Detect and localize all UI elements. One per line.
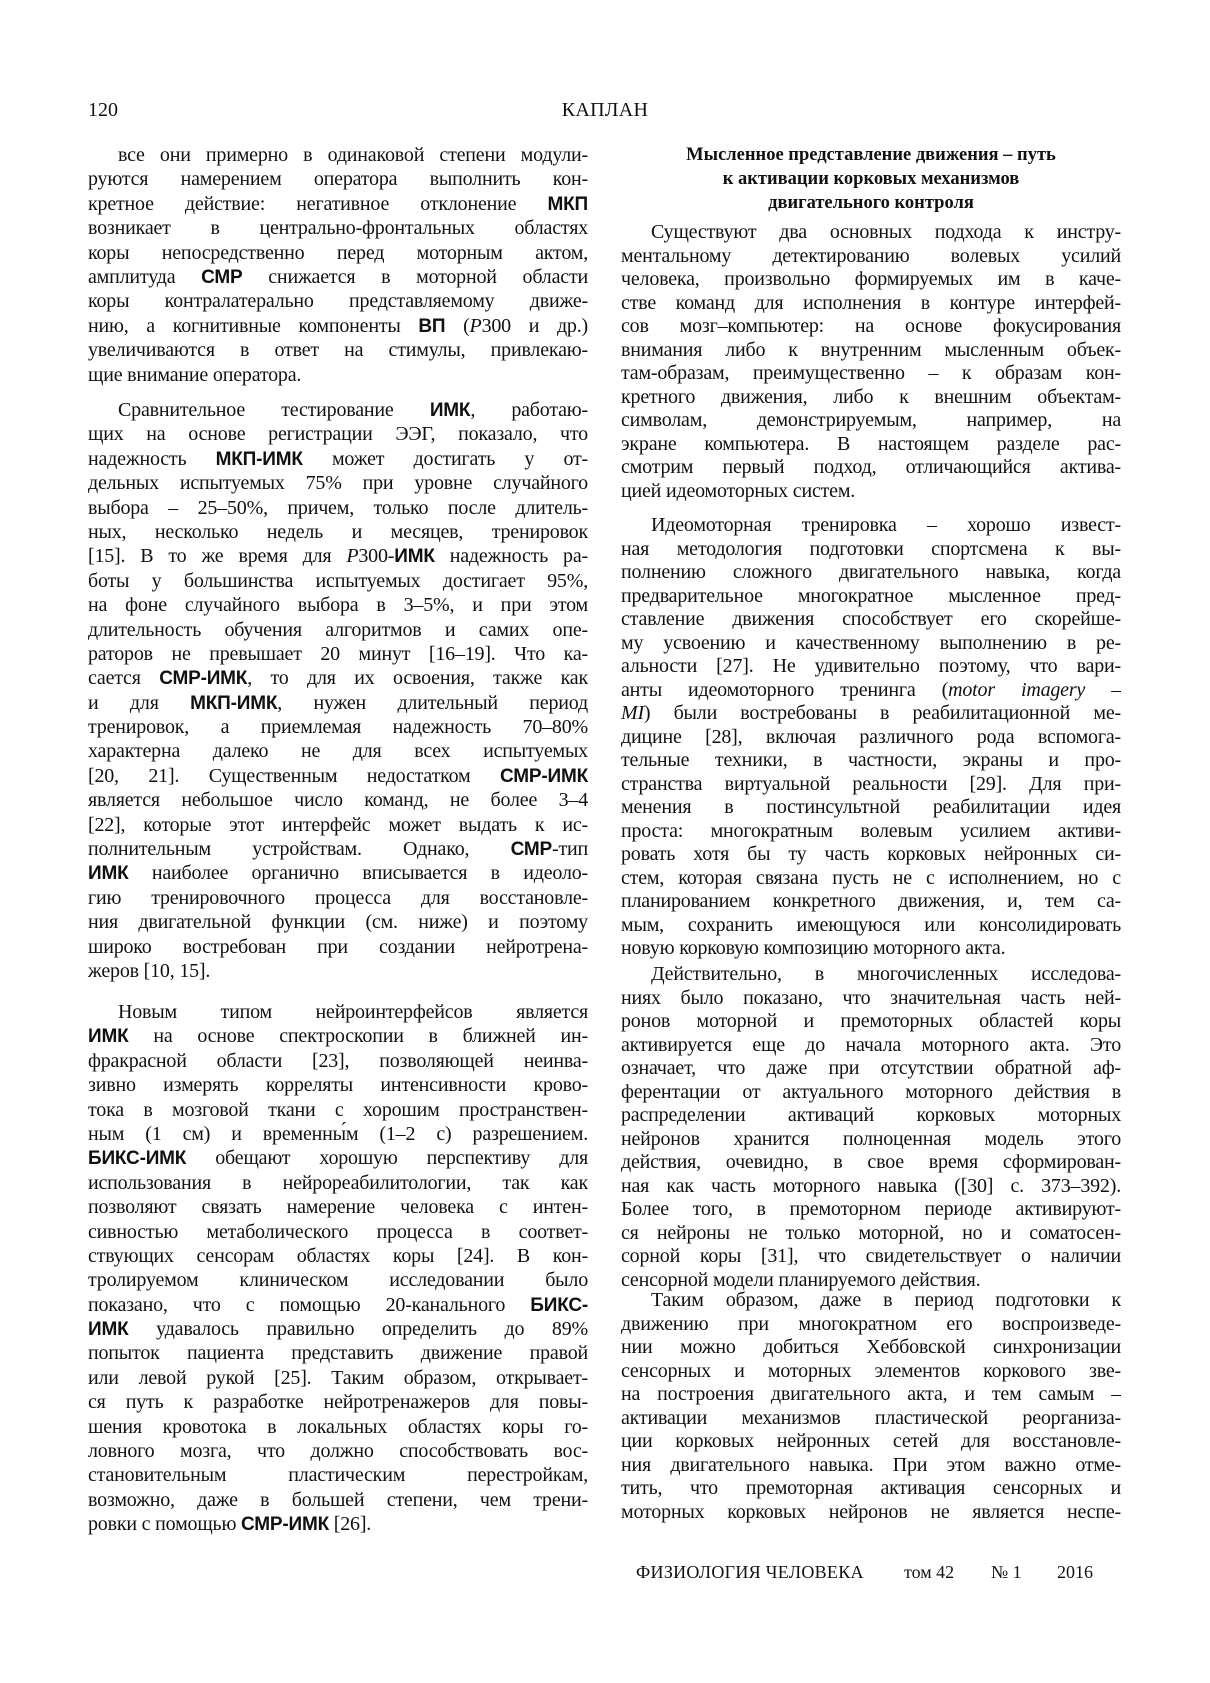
text-segment: щих на основе регистрации ЭЭГ, показало, что: [88, 423, 588, 446]
text-line: [621, 221, 1121, 245]
text-line: [621, 1289, 1121, 1313]
text-segment: нию, а когнитивные компоненты: [88, 314, 419, 337]
text-segment: руются намерением оператора выполнить кон-: [88, 168, 588, 191]
text-segment: боты у большинства испытуемых достигает 95%,: [88, 569, 588, 592]
text-line: [88, 1000, 588, 1024]
text-segment: (: [445, 314, 470, 337]
text-segment: Сравнительное тестирование: [118, 399, 430, 421]
bold-term: ИМК: [429, 400, 471, 421]
text-segment: новую корковую композицию моторного акта.: [621, 937, 1006, 959]
text-line: [88, 764, 588, 788]
text-line: [621, 514, 1121, 538]
text-line: [621, 726, 1121, 750]
paragraph: [88, 398, 588, 983]
text-segment: ся путь к разработке нейротренажеров для повы-: [88, 1391, 588, 1414]
text-segment: ции корковых нейронных сетей для восстановле-: [621, 1430, 1121, 1452]
section-heading-line: Мысленное представление движения – путь: [686, 145, 1056, 165]
text-line: [621, 561, 1121, 585]
text-line: [88, 959, 588, 983]
journal-issue: № 1: [991, 1562, 1022, 1582]
text-line: [88, 167, 588, 191]
text-segment: предварительное многократное мысленное пред-: [621, 584, 1121, 607]
text-segment: наиболее органично вписывается в идеоло-: [128, 862, 588, 885]
text-segment: планированием конкретного движения, и, тем са-: [621, 890, 1121, 912]
text-segment: дицине [28], включая различного рода вспомога-: [621, 725, 1121, 748]
text-segment: или левой рукой [25]. Таким образом, открывает-: [88, 1366, 588, 1389]
bold-term: ИМК: [394, 546, 435, 568]
text-line: [621, 890, 1121, 914]
italic-term: motor imagery: [948, 678, 1086, 701]
bold-term: ИМК: [88, 1319, 129, 1341]
text-line: [88, 1195, 588, 1219]
bold-term: СМР-ИМК: [240, 1514, 329, 1536]
text-line: [621, 843, 1121, 867]
text-segment: нии можно добиться Хеббовской синхронизации: [621, 1336, 1121, 1358]
text-segment: ным (1 см) и временны́м (1–2 с) разрешением.: [88, 1122, 588, 1145]
text-segment: возможно, даже в большей степени, чем трени-: [88, 1488, 588, 1511]
text-line: [621, 796, 1121, 820]
bold-term: ВП: [418, 315, 446, 337]
text-line: [621, 749, 1121, 773]
text-segment: попыток пациента представить движение правой: [88, 1342, 588, 1365]
text-line: [88, 216, 588, 240]
text-segment: ся нейроны не только моторной, но и соматосен-: [621, 1221, 1121, 1244]
text-line: [621, 1081, 1121, 1105]
text-segment: смотрим первый подход, отличающийся актива-: [621, 456, 1121, 478]
text-segment: ставление движения способствует его скорейше-: [621, 608, 1121, 630]
text-segment: странства виртуальной реальности [29]. Для при-: [621, 772, 1121, 795]
text-segment: [26].: [328, 1513, 372, 1536]
text-line: [621, 1104, 1121, 1128]
text-segment: [22], которые этот интерфейс может выдать к ис-: [88, 813, 588, 836]
text-line: [88, 593, 588, 617]
journal-year: 2016: [1057, 1562, 1093, 1582]
text-line: [621, 1151, 1121, 1175]
text-line: [621, 585, 1121, 609]
text-line: [88, 241, 588, 265]
text-segment: , нужен длительный период: [277, 691, 588, 714]
text-segment: ферентации от актуального моторного действия в: [621, 1080, 1121, 1103]
text-segment: –: [1085, 678, 1121, 701]
text-line: [88, 544, 588, 568]
text-segment: амплитуда: [88, 265, 202, 288]
text-segment: длительность обучения алгоритмов и самих опе-: [88, 618, 588, 641]
text-segment: сивностью метаболического процесса в соответ-: [88, 1220, 588, 1243]
bold-term: ИМК: [88, 863, 129, 885]
text-segment: означает, что даже при отсутствии обратной аф-: [621, 1057, 1121, 1079]
text-line: [88, 739, 588, 763]
text-line: [88, 666, 588, 690]
text-line: [88, 618, 588, 642]
text-line: [621, 987, 1121, 1011]
text-line: [88, 569, 588, 593]
text-segment: надежность: [88, 447, 216, 470]
text-line: [88, 642, 588, 666]
text-line: [88, 935, 588, 959]
text-line: [621, 867, 1121, 891]
text-segment: ) были востребованы в реабилитационной ме-: [643, 702, 1121, 724]
text-segment: цией идеомоторных систем.: [621, 479, 856, 502]
italic-term: P: [346, 545, 359, 568]
text-line: [621, 1383, 1121, 1407]
text-segment: человека, произвольно формируемых им в каче-: [621, 268, 1121, 290]
bold-term: ИМК: [88, 1026, 129, 1048]
text-segment: действия, очевидно, в свое время сформирован-: [621, 1151, 1121, 1173]
text-line: [88, 338, 588, 362]
text-line: [88, 496, 588, 520]
text-line: [88, 1463, 588, 1487]
text-line: [88, 910, 588, 934]
text-segment: зивно измерять корреляты интенсивности крово-: [88, 1074, 588, 1097]
text-segment: ментальному детектированию волевых усилий: [621, 244, 1121, 267]
text-segment: Идеомоторная тренировка – хорошо извест-: [651, 514, 1121, 536]
text-line: [88, 1341, 588, 1365]
text-segment: Действительно, в многочисленных исследова-: [651, 963, 1121, 985]
text-line: [621, 1222, 1121, 1246]
text-segment: ная как часть моторного навыка ([30] с. 373–392).: [621, 1174, 1121, 1197]
text-segment: менения в постинсультной реабилитации идея: [621, 796, 1121, 818]
text-segment: символам, демонстрируемым, например, на: [621, 409, 1121, 431]
text-line: [88, 1390, 588, 1414]
text-segment: движению при многократном его воспроизведе-: [621, 1312, 1121, 1335]
text-segment: ных, несколько недель и месяцев, тренировок: [88, 520, 588, 543]
text-segment: характерна далеко не для всех испытуемых: [88, 740, 588, 763]
text-segment: сенсорных и моторных элементов коркового зве-: [621, 1359, 1121, 1382]
text-line: [621, 339, 1121, 363]
text-segment: все они примерно в одинаковой степени модули-: [118, 144, 588, 166]
text-line: [88, 813, 588, 837]
text-segment: Более того, в премоторном периоде активируют-: [621, 1198, 1121, 1220]
text-line: [621, 362, 1121, 386]
text-segment: может достигать у от-: [302, 447, 588, 470]
text-segment: показано, что с помощью 20-канального: [88, 1293, 531, 1316]
text-segment: сорной коры [31], что свидетельствует о наличии: [621, 1245, 1121, 1267]
text-segment: нейронов хранится полноценная модель этого: [621, 1127, 1121, 1150]
text-segment: там-образам, преимущественно – к образам кон-: [621, 362, 1121, 384]
bold-term: СМР: [510, 839, 552, 861]
text-line: [88, 1220, 588, 1244]
text-segment: позволяют связать намерение человека с интен-: [88, 1196, 588, 1219]
section-heading-line: к активации корковых механизмов: [722, 169, 1020, 189]
text-line: [621, 1454, 1121, 1478]
text-segment: тока в мозговой ткани с хорошим пространствен-: [88, 1098, 588, 1121]
text-segment: коры непосредственно перед моторным актом,: [88, 241, 588, 264]
text-line: [621, 963, 1121, 987]
text-line: [621, 292, 1121, 316]
text-segment: мым, сохранить имеющуюся или консолидировать: [621, 913, 1121, 936]
text-line: [621, 773, 1121, 797]
text-line: [621, 1407, 1121, 1431]
text-segment: му усвоению и качественному выполнению в ре-: [621, 631, 1121, 654]
text-segment: ния двигательного навыка. При этом важно отме-: [621, 1453, 1121, 1476]
text-line: [621, 1430, 1121, 1454]
text-segment: сов мозг–компьютер: на основе фокусирования: [621, 315, 1121, 337]
bold-term: БИКС-ИМК: [88, 1148, 187, 1170]
text-line: [621, 433, 1121, 457]
text-line: [621, 386, 1121, 410]
text-line: [621, 245, 1121, 269]
text-line: [88, 520, 588, 544]
text-line: [88, 422, 588, 446]
paragraph: [88, 1000, 588, 1537]
text-line: [88, 1244, 588, 1268]
text-segment: стем, которая связана пусть не с исполнением, но с: [621, 866, 1121, 889]
italic-term: P: [469, 314, 482, 337]
text-line: [88, 265, 588, 289]
page-number: 120: [88, 99, 118, 121]
text-segment: ствующих сенсорам областях коры [24]. В кон-: [88, 1244, 588, 1267]
text-segment: альности [27]. Не удивительно поэтому, что вари-: [621, 655, 1121, 677]
text-segment: ная методология подготовки спортсмена к вы-: [621, 537, 1121, 560]
text-line: [88, 1415, 588, 1439]
text-segment: на построения двигательного акта, и тем самым –: [621, 1383, 1121, 1405]
text-line: [88, 886, 588, 910]
bold-term: МКП-ИМК: [215, 448, 303, 470]
text-segment: активируется еще до начала моторного акта. Это: [621, 1033, 1121, 1056]
text-segment: и для: [88, 691, 191, 714]
text-segment: жеров [10, 15].: [88, 959, 211, 982]
text-segment: становительным пластическим перестройкам,: [88, 1464, 588, 1487]
text-segment: надежность ра-: [434, 545, 588, 568]
text-line: [88, 314, 588, 338]
text-segment: удавалось правильно определить до 89%: [128, 1318, 588, 1341]
text-segment: [20, 21]. Существенным недостатком: [88, 764, 501, 787]
text-line: [88, 1171, 588, 1195]
text-segment: является небольшое число команд, не более 3–4: [88, 789, 588, 812]
text-line: [88, 1146, 588, 1170]
paragraph: [621, 963, 1121, 1292]
journal-volume: том 42: [904, 1562, 955, 1582]
paragraph: [621, 514, 1121, 961]
text-line: [88, 1317, 588, 1341]
text-line: [88, 1488, 588, 1512]
text-line: [88, 1122, 588, 1146]
text-segment: тролируемом клиническом исследовании было: [88, 1269, 588, 1292]
text-line: [88, 398, 588, 422]
bold-term: СМР-ИМК: [500, 765, 588, 787]
text-line: [88, 1024, 588, 1048]
text-line: [621, 315, 1121, 339]
text-segment: снижается в моторной области: [242, 265, 588, 288]
text-line: [88, 837, 588, 861]
text-line: [88, 471, 588, 495]
text-segment: проста: многократным волевым усилием активи-: [621, 819, 1121, 842]
bold-term: СМР: [201, 266, 243, 288]
running-title: КАПЛАН: [561, 99, 649, 121]
text-segment: экране компьютера. В настоящем разделе рас-: [621, 432, 1121, 455]
text-segment: , то для их освоения, также как: [247, 667, 588, 690]
text-line: [88, 1268, 588, 1292]
text-line: [88, 363, 588, 387]
text-segment: сается: [88, 667, 160, 690]
text-line: [621, 679, 1121, 703]
text-line: [621, 538, 1121, 562]
text-line: [621, 655, 1121, 679]
text-segment: коры контралатерально представляемому движе-: [88, 290, 588, 313]
text-segment: щие внимание оператора.: [88, 363, 302, 386]
text-line: [621, 1057, 1121, 1081]
text-line: [88, 1293, 588, 1317]
text-segment: полнению сложного двигательного навыка, когда: [621, 561, 1121, 583]
text-segment: на фоне случайного выбора в 3–5%, и при этом: [88, 594, 588, 617]
text-line: [621, 1477, 1121, 1501]
journal-name: ФИЗИОЛОГИЯ ЧЕЛОВЕКА: [636, 1562, 864, 1582]
text-segment: кретного движения, либо к внешним объектам-: [621, 385, 1121, 408]
text-segment: выбора – 25–50%, причем, только после длитель-: [88, 496, 588, 519]
text-segment: , работаю-: [470, 399, 588, 421]
text-line: [88, 788, 588, 812]
text-segment: на основе спектроскопии в ближней ин-: [128, 1025, 588, 1048]
text-line: [88, 289, 588, 313]
text-line: [621, 937, 1121, 961]
text-line: [621, 1034, 1121, 1058]
text-segment: ровать хотя бы ту часть корковых нейронных си-: [621, 843, 1121, 865]
text-segment: сенсорной модели планируемого действия.: [621, 1268, 981, 1291]
text-segment: ния двигательной функции (см. ниже) и поэтому: [88, 911, 588, 934]
paragraph: [621, 1289, 1121, 1524]
text-segment: распределении активаций корковых моторных: [621, 1104, 1121, 1126]
paragraph: [621, 221, 1121, 503]
text-line: [621, 1175, 1121, 1199]
text-segment: моторных корковых нейронов не является неспе-: [621, 1500, 1121, 1523]
text-segment: фракрасной области [23], позволяющей неинва-: [88, 1049, 588, 1072]
text-segment: анты идеомоторного тренинга (: [621, 678, 949, 701]
text-segment: дельных испытуемых 75% при уровне случайного: [88, 472, 588, 495]
text-line: [621, 1010, 1121, 1034]
text-line: [621, 1501, 1121, 1525]
text-line: [621, 1313, 1121, 1337]
text-line: [621, 409, 1121, 433]
text-line: [621, 480, 1121, 504]
text-segment: 300 и др.): [481, 314, 588, 337]
text-segment: шения кровотока в локальных областях коры го-: [88, 1415, 588, 1438]
text-line: [88, 1512, 588, 1536]
text-line: [88, 447, 588, 471]
bold-term: МКП-ИМК: [190, 692, 278, 714]
text-segment: гию тренировочного процесса для восстановле-: [88, 886, 588, 909]
text-segment: ронов моторной и премоторных областей коры: [621, 1010, 1121, 1032]
text-segment: широко востребован при создании нейротрена-: [88, 935, 588, 958]
section-heading: [621, 143, 1121, 215]
text-line: [621, 1128, 1121, 1152]
text-segment: тить, что премоторная активация сенсорных и: [621, 1477, 1121, 1499]
text-line: [621, 1198, 1121, 1222]
text-line: [621, 632, 1121, 656]
journal-footer: [0, 1560, 1210, 1584]
text-segment: полнительным устройствам. Однако,: [88, 838, 511, 861]
text-segment: кретное действие: негативное отклонение: [88, 192, 548, 215]
bold-term: БИКС-: [530, 1294, 588, 1316]
text-line: [88, 861, 588, 885]
text-line: [88, 1366, 588, 1390]
text-line: [88, 143, 588, 167]
text-line: [88, 1073, 588, 1097]
text-segment: Новым типом нейроинтерфейсов является: [118, 1001, 588, 1023]
text-line: [621, 1360, 1121, 1384]
text-line: [88, 1049, 588, 1073]
text-segment: увеличиваются в ответ на стимулы, привлекаю-: [88, 339, 588, 362]
text-segment: тельные техники, в частности, экраны и про-: [621, 749, 1121, 771]
text-segment: возникает в центрально-фронтальных областях: [88, 217, 588, 240]
text-segment: Таким образом, даже в период подготовки к: [651, 1289, 1121, 1311]
text-line: [621, 702, 1121, 726]
text-line: [621, 1336, 1121, 1360]
italic-term: MI: [621, 702, 644, 724]
text-segment: [15]. В то же время для: [88, 545, 347, 568]
text-segment: использования в нейрореабилитологии, так как: [88, 1171, 588, 1194]
text-line: [621, 914, 1121, 938]
text-segment: обещают хорошую перспективу для: [186, 1147, 588, 1170]
text-line: [88, 1098, 588, 1122]
text-segment: -тип: [551, 838, 588, 861]
text-line: [621, 820, 1121, 844]
text-line: [88, 715, 588, 739]
text-segment: Существуют два основных подхода к инстру-: [651, 221, 1121, 243]
text-segment: 300-: [358, 545, 395, 568]
text-segment: тренировок, а приемлемая надежность 70–80%: [88, 716, 588, 739]
text-segment: стве команд для исполнения в контуре интерфей-: [621, 291, 1121, 314]
text-line: [88, 192, 588, 216]
text-segment: раторов не превышает 20 минут [16–19]. Что ка-: [88, 642, 588, 665]
text-line: [621, 268, 1121, 292]
text-line: [621, 1245, 1121, 1269]
bold-term: СМР-ИМК: [159, 668, 248, 690]
text-line: [621, 608, 1121, 632]
text-line: [88, 1439, 588, 1463]
text-segment: внимания либо к внутренним мысленным объек-: [621, 338, 1121, 361]
bold-term: МКП: [547, 193, 588, 215]
section-heading-line: двигательного контроля: [768, 193, 974, 213]
text-segment: активации механизмов пластической реорганиза-: [621, 1406, 1121, 1429]
text-segment: ловного мозга, что должно способствовать вос-: [88, 1440, 588, 1463]
text-segment: ровки с помощью: [88, 1513, 241, 1536]
text-line: [88, 691, 588, 715]
paragraph: [88, 143, 588, 387]
text-segment: ниях было показано, что значительная часть ней-: [621, 986, 1121, 1009]
text-line: [621, 456, 1121, 480]
